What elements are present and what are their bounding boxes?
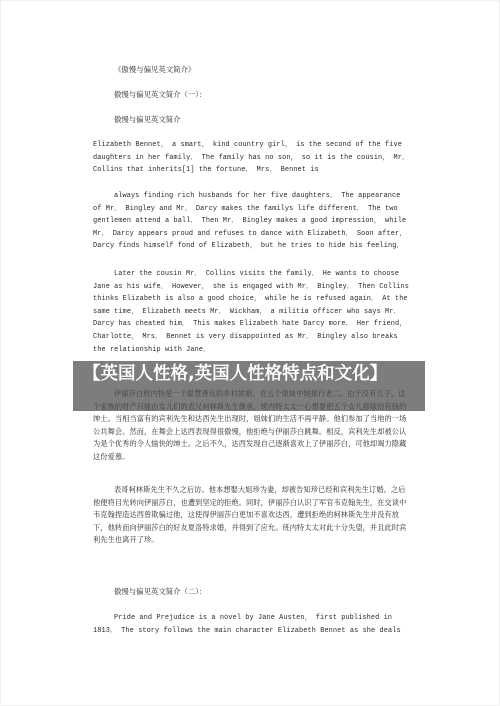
title-banner-text: 【英国人性格,英国人性格特点和文化】	[83, 364, 388, 384]
document-title: 《傲慢与偏见英文简介》	[114, 65, 196, 74]
paragraph-english-2: always finding rich husbands for her five daughters． The appearance of Mr． Bingley and Mr． Darcy makes the familys life different． The two gentlemen attend a ball． Then Mr． Bingley makes a good impression， while Mr． Darcy appears proud and refuses to dance with Elizabeth． Soon after， Darcy finds himself fond of Elizabeth， but he tries to hide his feeling．	[93, 192, 411, 251]
sub-heading: 傲慢与偏见英文简介	[114, 115, 181, 124]
section-heading-2: 傲慢与偏见英文简介（二）：	[114, 587, 207, 596]
paragraph-chinese-1: 绅士。当相当富有的宾利先生和达西先生出现时，姐妹们的生活不再平静。他们参加了当地的一场公共舞会。然而，在舞会上达西表现得很傲慢，他拒绝与伊丽莎白跳舞。相反，宾利先生却被公认为是个优秀的令人愉快的绅士。之后不久，达西发现自己逐渐喜欢上了伊丽莎白，可他却竭力隐藏这份爱慕。	[93, 414, 407, 461]
paragraph-chinese-2: 表哥柯林斯先生不久之后访。他本想娶大姐珍为妻，却被告知珍已经和宾利先生订婚。之后他便将目光转向伊丽莎白，也遭到坚定的拒绝。同时，伊丽莎白认识了军官韦克翰先生，在交谈中韦克翰捏造达西曾欺骗过他，这使得伊丽莎白更加不喜欢达西，遭到拒绝的柯林斯先生并没有放下，他转而向伊丽莎白的好友夏洛特求婚，并得到了应允。班内特太太对此十分失望，并且此时宾利先生也离开了珍。	[93, 485, 407, 545]
paragraph-english-4: Pride and Prejudice is a novel by Jane Austen， first published in 1813． The story follows the main character Elizabeth Bennet as she deals	[93, 614, 401, 635]
paragraph-english-1: Elizabeth Bennet， a smart， kind country girl， is the second of the five daughters in her family． The family has no son， so it is the cousin， Mr． Collins that inherits[1] the fortune． Mrs． Bennet is	[93, 141, 414, 175]
section-heading-1: 傲慢与偏见英文简介（一）：	[114, 90, 207, 99]
paragraph-english-3: Later the cousin Mr． Collins visits the family． He wants to choose Jane as his wife． However， she is engaged with Mr． Bingley． Then Collins thinks Elizabeth is also a good choice， while he is refused again． At the same time， Elizabeth meets Mr． Wickham， a militia officer who says Mr． Darcy has cheated him． This makes Elizabeth hate Darcy more． Her friend， Charlotte， Mrs． Bennet is very disappointed as Mr． Bingley also breaks the relationship with Jane．	[93, 270, 414, 354]
